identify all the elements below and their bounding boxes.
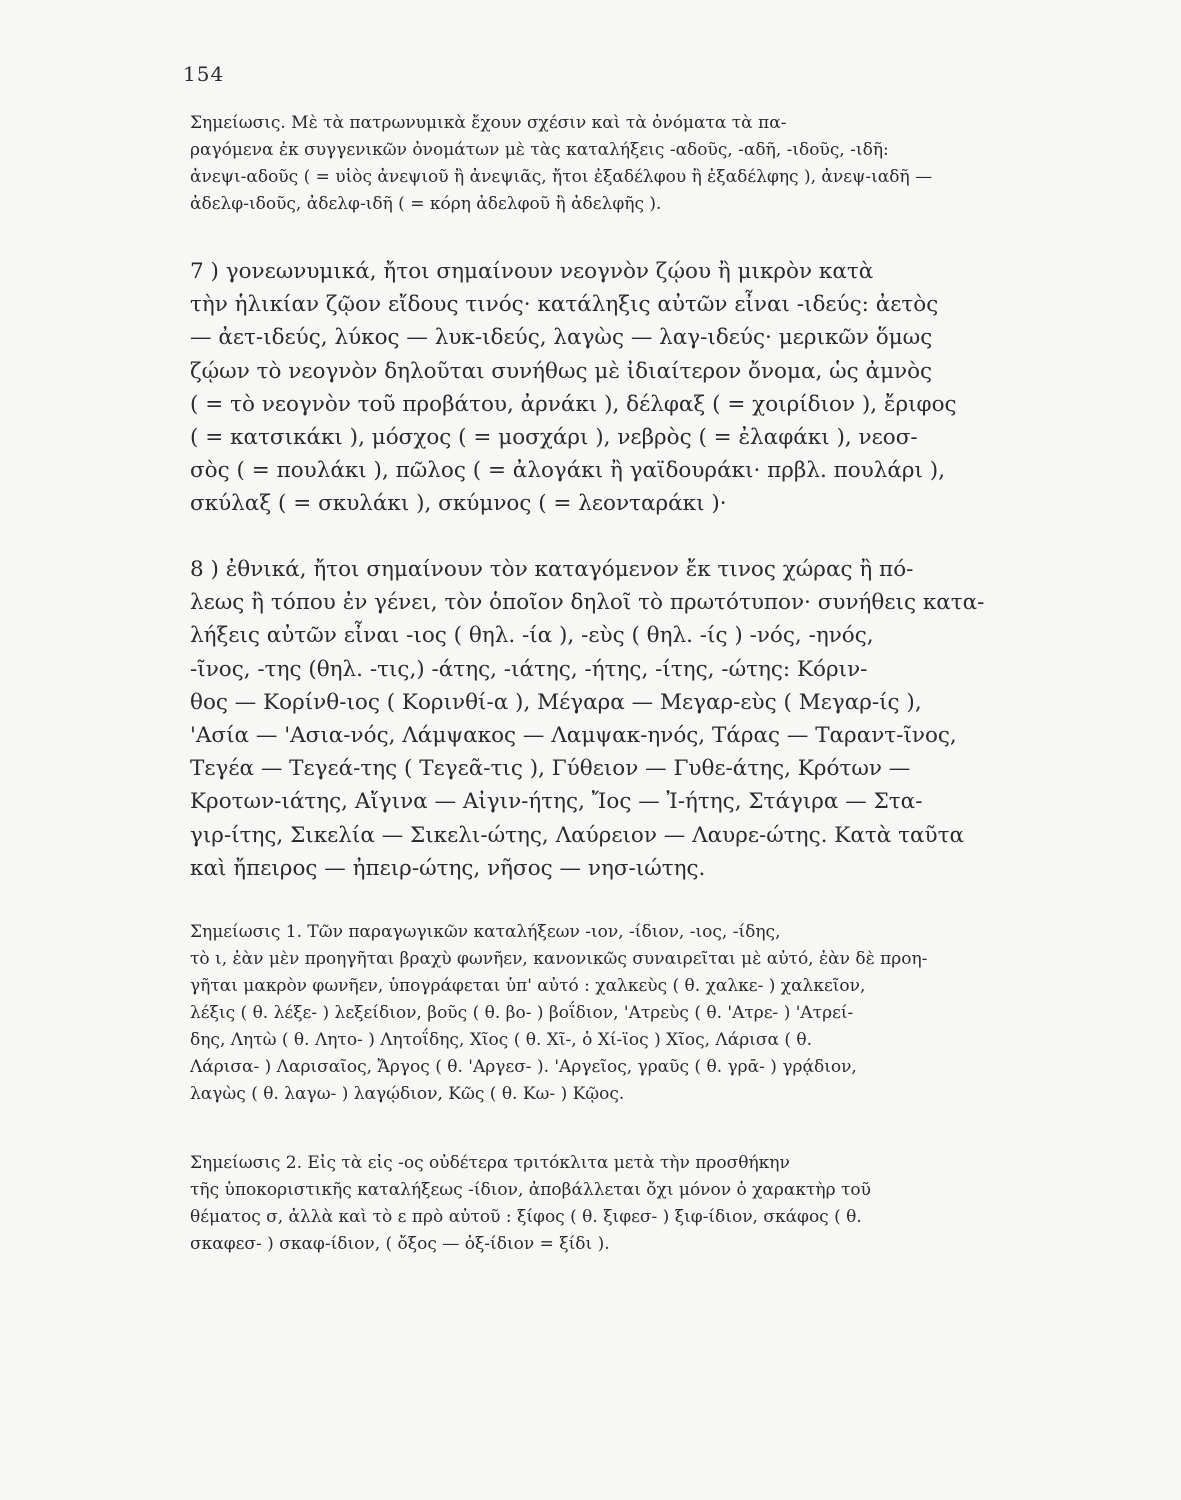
note-paragraph (190, 110, 1035, 218)
text-line: λήξεις αὐτῶν εἶναι -ιος ( θηλ. -ία ), -εὺς ( θηλ. -ίς ) -νός, -ηνός, (190, 623, 874, 649)
text-line: ἀδελφ-ιδοῦς, ἀδελφ-ιδῆ ( = κόρη ἀδελφοῦ ἢ ἀδελφῆς ). (190, 194, 662, 214)
text-line: 'Ασία — 'Ασια-νός, Λάμψακος — Λαμψακ-ηνός, Τάρας — Ταραντ-ῖνος, (190, 722, 957, 748)
section-8-paragraph (190, 553, 1035, 885)
text-line: σὸς ( = πουλάκι ), πῶλος ( = ἀλογάκι ἢ γαϊδουράκι· πρβλ. πουλάρι ), (190, 458, 946, 484)
page-number: 154 (183, 62, 225, 86)
text-line: δης, Λητὼ ( θ. Λητο- ) Λητοΐδης, Χῖος ( θ. Χῖ-, ὁ Χί-ϊος ) Χῖος, Λάρισα ( θ. (190, 1030, 813, 1050)
text-line: ζῴων τὸ νεογνὸν δηλοῦται συνήθως μὲ ἰδιαίτερον ὄνομα, ὡς ἀμνὸς (190, 358, 933, 384)
text-line: Σημείωσις. Μὲ τὰ πατρωνυμικὰ ἔχουν σχέσιν καὶ τὰ ὀνόματα τὰ πα- (190, 113, 787, 133)
text-line: τὴν ἡλικίαν ζῷον εἴδους τινός· κατάληξις αὐτῶν εἶναι -ιδεύς: ἀετὸς (190, 292, 939, 318)
text-line: 8 ) ἐθνικά, ἤτοι σημαίνουν τὸν καταγόμενον ἔκ τινος χώρας ἢ πό- (190, 557, 914, 582)
text-line: Σημείωσις 1. Τῶν παραγωγικῶν καταλήξεων -ιον, -ίδιον, -ιος, -ίδης, (190, 922, 781, 942)
text-line: 7 ) γονεωνυμικά, ἤτοι σημαίνουν νεογνὸν ζῴου ἢ μικρὸν κατὰ (190, 259, 874, 284)
text-line: ( = τὸ νεογνὸν τοῦ προβάτου, ἀρνάκι ), δέλφαξ ( = χοιρίδιον ), ἔριφος (190, 391, 957, 417)
text-line: τὸ ι, ἐὰν μὲν προηγῆται βραχὺ φωνῆεν, κανονικῶς συναιρεῖται μὲ αὐτό, ἐὰν δὲ προη- (190, 949, 928, 969)
note-1-paragraph (190, 919, 1035, 1108)
text-line: — ἀετ-ιδεύς, λύκος — λυκ-ιδεύς, λαγὼς — λαγ-ιδεύς· μερικῶν ὅμως (190, 325, 933, 351)
text-line: γιρ-ίτης, Σικελία — Σικελι-ώτης, Λαύρειον — Λαυρε-ώτης. Κατὰ ταῦτα (190, 822, 964, 848)
text-line: ραγόμενα ἐκ συγγενικῶν ὀνομάτων μὲ τὰς καταλήξεις -αδοῦς, -αδῆ, -ιδοῦς, -ιδῆ: (190, 140, 889, 160)
text-line: σκύλαξ ( = σκυλάκι ), σκύμνος ( = λεονταράκι )· (190, 491, 727, 517)
text-line: ἀνεψι-αδοῦς ( = υἱὸς ἀνεψιοῦ ἢ ἀνεψιᾶς, ἤτοι ἐξαδέλφου ἢ ἐξαδέλφης ), ἀνεψ-ιαδῆ — (190, 167, 933, 187)
text-line: θέματος σ, ἀλλὰ καὶ τὸ ε πρὸ αὐτοῦ : ξίφος ( θ. ξιφεσ- ) ξιφ-ίδιον, σκάφος ( θ. (190, 1207, 862, 1227)
text-line: λέξις ( θ. λέξε- ) λεξείδιον, βοῦς ( θ. βο- ) βοΐδιον, 'Ατρεὺς ( θ. 'Ατρε- ) 'Ατρεί- (190, 1003, 854, 1023)
text-line: ( = κατσικάκι ), μόσχος ( = μοσχάρι ), νεβρὸς ( = ἐλαφάκι ), νεοσ- (190, 424, 918, 450)
text-line: Σημείωσις 2. Εἰς τὰ εἰς -ος οὐδέτερα τριτόκλιτα μετὰ τὴν προσθήκην (190, 1153, 790, 1173)
text-line: Λάρισα- ) Λαρισαῖος, Ἄργος ( θ. 'Αργεσ- ). 'Αργεῖος, γραῦς ( θ. γρᾱ- ) γρᾴδιον, (190, 1057, 857, 1077)
text-line: Κροτων-ιάτης, Αἴγινα — Αἰγιν-ήτης, Ἴος — Ἰ-ήτης, Στάγιρα — Στα- (190, 789, 923, 815)
text-line: θος — Κορίνθ-ιος ( Κορινθί-α ), Μέγαρα — Μεγαρ-εὺς ( Μεγαρ-ίς ), (190, 689, 922, 715)
text-line: -ῖνος, -της (θηλ. -τις,) -άτης, -ιάτης, -ήτης, -ίτης, -ώτης: Κόριν- (190, 656, 868, 682)
text-line: τῆς ὑποκοριστικῆς καταλήξεως -ίδιον, ἀποβάλλεται ὄχι μόνον ὁ χαρακτὴρ τοῦ (190, 1180, 871, 1200)
section-7-paragraph (190, 255, 1035, 521)
note-2-paragraph (190, 1150, 1035, 1258)
text-line: λεως ἢ τόπου ἐν γένει, τὸν ὁποῖον δηλοῖ τὸ πρωτότυπον· συνήθεις κατα- (190, 590, 985, 616)
text-line: καὶ ἤπειρος — ἠπειρ-ώτης, νῆσος — νησ-ιώτης. (190, 855, 706, 881)
text-line: σκαφεσ- ) σκαφ-ίδιον, ( ὄξος — ὀξ-ίδιον = ξίδι ). (190, 1234, 610, 1254)
text-line: λαγὼς ( θ. λαγω- ) λαγῴδιον, Κῶς ( θ. Κω- ) Κῷος. (190, 1084, 625, 1104)
text-line: Τεγέα — Τεγεά-της ( Τεγεᾶ-τις ), Γύθειον — Γυθε-άτης, Κρότων — (190, 756, 911, 782)
text-line: γῆται μακρὸν φωνῆεν, ὑπογράφεται ὑπ' αὐτό : χαλκεὺς ( θ. χαλκε- ) χαλκεῖον, (190, 976, 866, 996)
